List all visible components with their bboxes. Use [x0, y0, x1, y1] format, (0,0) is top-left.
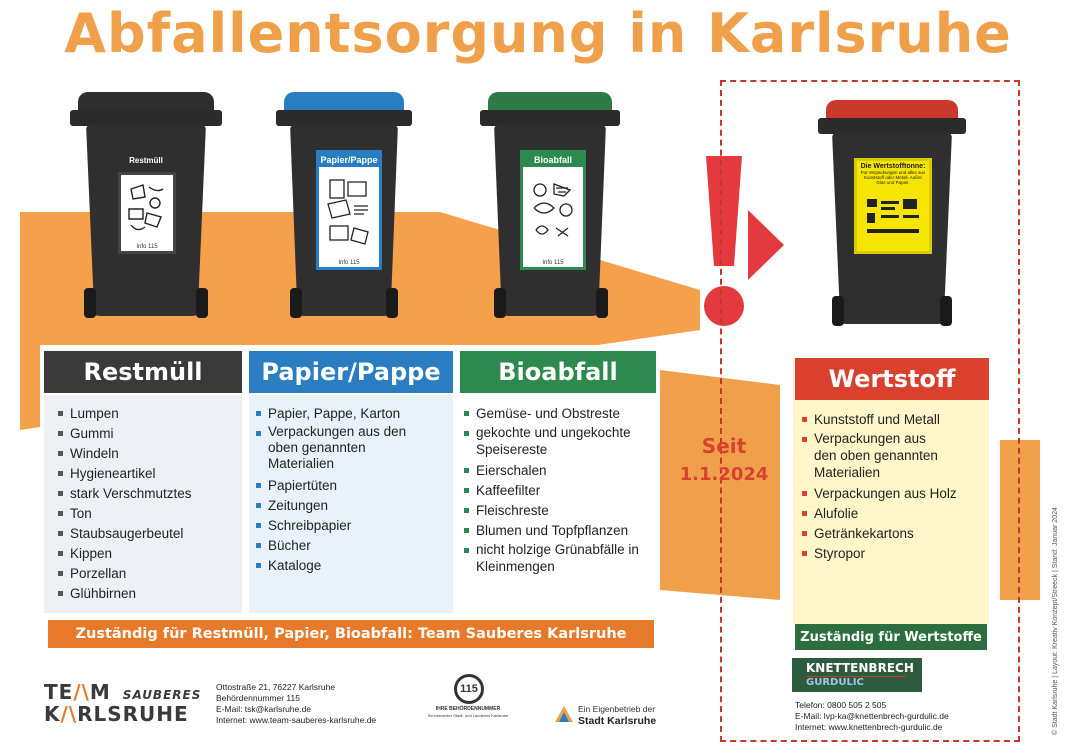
list-item: Alufolie	[802, 504, 984, 524]
list-item: Hygieneartikel	[58, 464, 238, 484]
bin-label-text: Die Wertstofftonne:	[860, 163, 926, 170]
list-item: Porzellan	[58, 564, 238, 584]
knettenbrech-contact	[795, 700, 995, 733]
bin-sublabel-text: Für Verpackungen und alles aus Kunststoff oder Metall. Außer Glas und Papier.	[860, 170, 926, 185]
stadt-line1: Ein Eigenbetrieb der	[578, 704, 656, 714]
behoerden-line1: IHRE BEHÖRDENNUMMER	[435, 706, 501, 712]
list-item: Verpackungen aus den oben genannten Materialien	[802, 430, 952, 481]
bin-wheel-left	[84, 288, 96, 318]
seit-date: 1.1.2024	[679, 464, 769, 485]
bin-wheel-right	[940, 296, 952, 326]
bin-wheel-right	[196, 288, 208, 318]
list-item: Bücher	[256, 536, 416, 556]
knettenbrech-web: Internet: www.knettenbrech-gurdulic.de	[795, 722, 943, 732]
behoerden-115: 115	[460, 683, 478, 695]
bin-papier	[284, 92, 404, 322]
bin-footer: Info 115	[542, 260, 564, 266]
list-item: Getränkekartons	[802, 524, 984, 544]
stadt-line2: Stadt Karlsruhe	[578, 715, 657, 727]
bin-label-text: Restmüll	[129, 156, 163, 165]
bin-label-text: Bioabfall	[523, 153, 583, 167]
team-contact	[216, 682, 416, 726]
bin-restmuell	[78, 92, 214, 322]
bin-wheel-left	[290, 288, 302, 318]
bin-lid-edge	[70, 110, 222, 126]
list-item: Gemüse- und Obstreste	[464, 404, 650, 424]
knettenbrech-name1: KNETTENBRECH	[806, 661, 914, 675]
bin-sticker	[118, 172, 176, 254]
bin-label-text: Papier/Pappe	[320, 155, 378, 165]
side-credit: © Stadt Karlsruhe | Layout: Kreativ Konzept/Streeck | Stand: Januar 2024	[1052, 507, 1059, 735]
team-email: E-Mail: tsk@karlsruhe.de	[216, 704, 312, 714]
list-item: Lumpen	[58, 404, 238, 424]
responsible-main-bar: Zuständig für Restmüll, Papier, Bioabfall: Team Sauberes Karlsruhe	[48, 620, 654, 648]
papier-list	[256, 404, 416, 576]
list-item: Eierschalen	[464, 461, 650, 481]
recycling-icon	[859, 185, 927, 249]
wertstoff-list	[802, 410, 984, 564]
team-logo-a-mark-2: /\	[60, 702, 78, 726]
bin-wheel-right	[386, 288, 398, 318]
header-wertstoff: Wertstoff	[795, 358, 989, 400]
behoerden-line2: Servicecenter Stadt- und Landkreis Karlsruhe	[427, 713, 509, 718]
bin-footer: Info 115	[136, 244, 158, 250]
team-phone: Behördennummer 115	[216, 693, 300, 703]
paper-waste-icon	[319, 167, 379, 259]
behoerden-logo	[420, 674, 516, 724]
list-item: Schreibpapier	[256, 516, 416, 536]
team-logo-a-mark: /\	[73, 680, 90, 704]
list-item: Fleischreste	[464, 501, 650, 521]
bin-sticker	[520, 150, 586, 270]
seit-label: Seit	[701, 434, 747, 458]
knettenbrech-logo	[792, 658, 922, 692]
list-item: gekochte und ungekochte Speisereste	[464, 424, 636, 458]
bin-footer: Info 115	[338, 260, 360, 266]
list-item: Blumen und Topfpflanzen	[464, 521, 650, 541]
header-bio: Bioabfall	[460, 351, 656, 393]
list-item: Kunststoff und Metall	[802, 410, 984, 430]
bio-waste-icon	[523, 167, 583, 259]
bin-bio	[488, 92, 612, 322]
team-logo-m: M	[89, 680, 111, 704]
list-item: Kaffeefilter	[464, 481, 650, 501]
list-item: Glühbirnen	[58, 584, 238, 604]
team-logo-te: TE	[44, 680, 74, 704]
bin-wertstoff	[826, 100, 958, 330]
list-item: Papiertüten	[256, 476, 416, 496]
list-item: nicht holzige Grünabfälle in Kleinmengen	[464, 541, 650, 575]
bio-list	[464, 404, 650, 575]
team-logo-rlsruhe: RLSRUHE	[77, 702, 189, 726]
bin-sticker	[316, 150, 382, 270]
bin-lid-edge	[480, 110, 620, 126]
list-item: Styropor	[802, 544, 984, 564]
list-item: Kataloge	[256, 556, 416, 576]
team-logo	[44, 680, 214, 724]
bin-lid-edge	[818, 118, 966, 134]
bin-lid-edge	[276, 110, 412, 126]
bin-wheel-left	[832, 296, 844, 326]
list-item: Gummi	[58, 424, 238, 444]
list-item: Verpackungen aus den oben genannten Materialien	[256, 424, 416, 472]
list-item: Verpackungen aus Holz	[802, 484, 984, 504]
restmuell-list	[58, 404, 238, 604]
list-item: stark Verschmutztes	[58, 484, 238, 504]
bin-sticker	[854, 158, 932, 254]
header-restmuell: Restmüll	[44, 351, 242, 393]
page-title: Abfallentsorgung in Karlsruhe	[64, 2, 1012, 65]
list-item: Ton	[58, 504, 238, 524]
knettenbrech-name2: GURDULIC	[806, 677, 864, 688]
team-logo-sauberes: SAUBERES	[122, 688, 202, 702]
header-papier: Papier/Pappe	[249, 351, 453, 393]
team-logo-k: K	[44, 702, 61, 726]
list-item: Zeitungen	[256, 496, 416, 516]
stadt-karlsruhe-logo-icon	[554, 704, 574, 724]
team-address: Ottostraße 21, 76227 Karlsruhe	[216, 682, 336, 692]
list-item: Windeln	[58, 444, 238, 464]
knettenbrech-email: E-Mail: lvp-ka@knettenbrech-gurdulic.de	[795, 711, 949, 721]
restmuell-waste-icon	[121, 175, 173, 243]
bin-wheel-right	[596, 288, 608, 318]
knettenbrech-phone: Telefon: 0800 505 2 505	[795, 700, 887, 710]
list-item: Kippen	[58, 544, 238, 564]
bin-wheel-left	[494, 288, 506, 318]
list-item: Papier, Pappe, Karton	[256, 404, 416, 424]
behoerden-115-circle	[454, 674, 484, 704]
list-item: Staubsaugerbeutel	[58, 524, 238, 544]
team-web: Internet: www.team-sauberes-karlsruhe.de	[216, 715, 377, 725]
responsible-wertstoff-bar: Zuständig für Wertstoffe	[795, 624, 987, 650]
